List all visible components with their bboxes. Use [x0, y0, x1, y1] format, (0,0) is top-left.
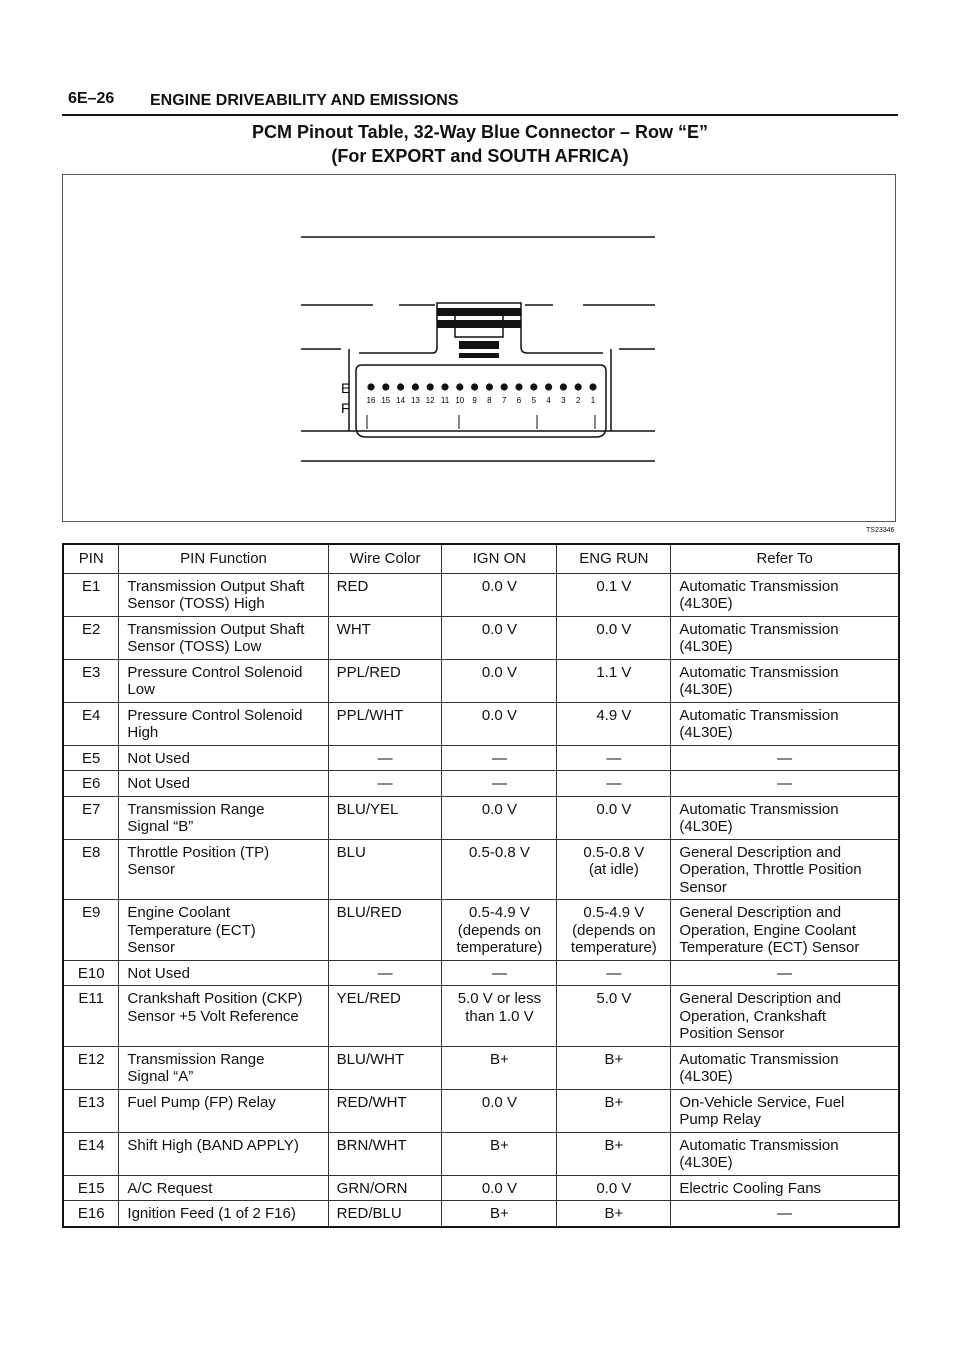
cell-eng-run: B+: [557, 1201, 671, 1227]
cell-wire-color: —: [328, 960, 442, 986]
cell-eng-run: 0.1 V: [557, 573, 671, 616]
pin-socket: [486, 383, 493, 390]
table-row: [63, 573, 899, 616]
cell-refer-to: General Description and Operation, Crankshaft Position Sensor: [671, 986, 899, 1047]
pin-number-label: 14: [396, 396, 406, 405]
cell-function: Not Used: [119, 745, 328, 771]
pin-socket: [501, 383, 508, 390]
pin-number-label: 4: [546, 396, 551, 405]
cell-refer-to: Automatic Transmission (4L30E): [671, 616, 899, 659]
cell-function: Not Used: [119, 960, 328, 986]
connector-figure: [62, 174, 896, 522]
cell-pin: E8: [63, 839, 119, 900]
cell-ign-on: 0.5-4.9 V (depends on temperature): [442, 900, 557, 961]
cell-function: A/C Request: [119, 1175, 328, 1201]
cell-eng-run: —: [557, 960, 671, 986]
cell-refer-to: —: [671, 960, 899, 986]
col-header-pin: PIN: [63, 544, 119, 573]
cell-wire-color: BLU/RED: [328, 900, 442, 961]
cell-ign-on: 0.0 V: [442, 1175, 557, 1201]
cell-ign-on: —: [442, 745, 557, 771]
figure-code: TS23346: [866, 527, 895, 534]
cell-pin: E9: [63, 900, 119, 961]
cell-pin: E2: [63, 616, 119, 659]
pin-number-label: 3: [561, 396, 566, 405]
pin-socket: [441, 383, 448, 390]
page-number: 6E–26: [68, 90, 115, 107]
cell-ign-on: 0.5-0.8 V: [442, 839, 557, 900]
cell-pin: E7: [63, 796, 119, 839]
cell-pin: E14: [63, 1132, 119, 1175]
cell-function: Not Used: [119, 771, 328, 797]
pin-number-label: 16: [366, 396, 376, 405]
cell-eng-run: B+: [557, 1046, 671, 1089]
cell-wire-color: RED/WHT: [328, 1089, 442, 1132]
col-header-function: PIN Function: [119, 544, 328, 573]
pin-number-label: 12: [425, 396, 435, 405]
cell-refer-to: Automatic Transmission (4L30E): [671, 659, 899, 702]
pin-socket: [530, 383, 537, 390]
table-row: [63, 960, 899, 986]
cell-refer-to: Automatic Transmission (4L30E): [671, 1046, 899, 1089]
pin-socket: [427, 383, 434, 390]
cell-pin: E16: [63, 1201, 119, 1227]
cell-ign-on: 5.0 V or less than 1.0 V: [442, 986, 557, 1047]
cell-wire-color: —: [328, 771, 442, 797]
cell-pin: E10: [63, 960, 119, 986]
cell-eng-run: 0.0 V: [557, 796, 671, 839]
cell-wire-color: —: [328, 745, 442, 771]
pin-socket: [397, 383, 404, 390]
cell-pin: E11: [63, 986, 119, 1047]
cell-eng-run: 4.9 V: [557, 702, 671, 745]
table-row: [63, 1046, 899, 1089]
cell-eng-run: —: [557, 745, 671, 771]
pin-socket: [575, 383, 582, 390]
cell-wire-color: PPL/RED: [328, 659, 442, 702]
pin-number-label: 9: [472, 396, 477, 405]
cell-function: Transmission Output Shaft Sensor (TOSS) High: [119, 573, 328, 616]
cell-refer-to: General Description and Operation, Throttle Position Sensor: [671, 839, 899, 900]
pin-number-label: 7: [501, 396, 507, 405]
pinout-table: [62, 543, 900, 1228]
pin-socket: [412, 383, 419, 390]
connector-diagram: [63, 175, 897, 523]
cell-refer-to: —: [671, 1201, 899, 1227]
cell-pin: E6: [63, 771, 119, 797]
cell-eng-run: B+: [557, 1089, 671, 1132]
cell-ign-on: B+: [442, 1132, 557, 1175]
pin-number-label: 11: [440, 396, 450, 405]
table-row: [63, 659, 899, 702]
cell-wire-color: BLU: [328, 839, 442, 900]
page-subtitle: (For EXPORT and SOUTH AFRICA): [331, 146, 629, 166]
latch-bar-3: [459, 341, 499, 349]
cell-pin: E5: [63, 745, 119, 771]
cell-refer-to: Automatic Transmission (4L30E): [671, 702, 899, 745]
cell-wire-color: BLU/WHT: [328, 1046, 442, 1089]
pin-number-label: 15: [381, 396, 391, 405]
table-row: [63, 1175, 899, 1201]
cell-eng-run: B+: [557, 1132, 671, 1175]
cell-ign-on: 0.0 V: [442, 702, 557, 745]
cell-eng-run: 0.0 V: [557, 1175, 671, 1201]
cell-pin: E4: [63, 702, 119, 745]
page-title: PCM Pinout Table, 32-Way Blue Connector – Row “E”: [251, 122, 709, 142]
cell-refer-to: General Description and Operation, Engine Coolant Temperature (ECT) Sensor: [671, 900, 899, 961]
pin-number-label: 13: [410, 396, 420, 405]
cell-refer-to: Electric Cooling Fans: [671, 1175, 899, 1201]
connector-face: [356, 365, 606, 437]
pin-number-label: 2: [575, 396, 581, 405]
cell-eng-run: 5.0 V: [557, 986, 671, 1047]
col-header-refer-to: Refer To: [671, 544, 899, 573]
cell-ign-on: 0.0 V: [442, 659, 557, 702]
pin-number-label: 6: [516, 396, 522, 405]
cell-wire-color: BRN/WHT: [328, 1132, 442, 1175]
pin-socket: [560, 383, 567, 390]
header-rule: [62, 114, 898, 116]
table-row: [63, 745, 899, 771]
table-row: [63, 1132, 899, 1175]
table-row: [63, 702, 899, 745]
cell-pin: E12: [63, 1046, 119, 1089]
pin-socket: [589, 383, 596, 390]
cell-wire-color: PPL/WHT: [328, 702, 442, 745]
table-row: [63, 986, 899, 1047]
pin-socket: [545, 383, 552, 390]
latch-bar-2: [437, 320, 521, 328]
table-row: [63, 771, 899, 797]
cell-function: Shift High (BAND APPLY): [119, 1132, 328, 1175]
cell-ign-on: 0.0 V: [442, 573, 557, 616]
cell-function: Engine Coolant Temperature (ECT) Sensor: [119, 900, 328, 961]
cell-function: Fuel Pump (FP) Relay: [119, 1089, 328, 1132]
pin-number-label: 10: [455, 396, 465, 405]
cell-refer-to: Automatic Transmission (4L30E): [671, 796, 899, 839]
latch-bar-4: [459, 353, 499, 358]
cell-function: Transmission Output Shaft Sensor (TOSS) Low: [119, 616, 328, 659]
cell-ign-on: 0.0 V: [442, 616, 557, 659]
cell-function: Pressure Control Solenoid Low: [119, 659, 328, 702]
cell-eng-run: 0.5-0.8 V (at idle): [557, 839, 671, 900]
cell-ign-on: —: [442, 960, 557, 986]
pin-number-label: 5: [531, 396, 537, 405]
cell-wire-color: YEL/RED: [328, 986, 442, 1047]
cell-function: Crankshaft Position (CKP) Sensor +5 Volt Reference: [119, 986, 328, 1047]
cell-refer-to: Automatic Transmission (4L30E): [671, 1132, 899, 1175]
cell-refer-to: Automatic Transmission (4L30E): [671, 573, 899, 616]
pin-number-label: 8: [487, 396, 492, 405]
cell-refer-to: —: [671, 771, 899, 797]
table-row: [63, 616, 899, 659]
row-label-f: F: [341, 400, 350, 416]
cell-wire-color: GRN/ORN: [328, 1175, 442, 1201]
cell-eng-run: 1.1 V: [557, 659, 671, 702]
cell-wire-color: WHT: [328, 616, 442, 659]
table-row: [63, 796, 899, 839]
cell-pin: E13: [63, 1089, 119, 1132]
cell-function: Throttle Position (TP) Sensor: [119, 839, 328, 900]
cell-ign-on: B+: [442, 1046, 557, 1089]
cell-wire-color: RED/BLU: [328, 1201, 442, 1227]
table-body: [63, 573, 899, 1227]
col-header-wire-color: Wire Color: [328, 544, 442, 573]
pin-socket: [382, 383, 389, 390]
pin-number-label: 1: [590, 396, 596, 405]
cell-eng-run: —: [557, 771, 671, 797]
table-row: [63, 1089, 899, 1132]
table-row: [63, 839, 899, 900]
cell-pin: E15: [63, 1175, 119, 1201]
cell-ign-on: —: [442, 771, 557, 797]
pin-socket: [456, 383, 463, 390]
cell-pin: E1: [63, 573, 119, 616]
pin-socket: [367, 383, 374, 390]
cell-function: Transmission Range Signal “B”: [119, 796, 328, 839]
cell-ign-on: 0.0 V: [442, 1089, 557, 1132]
table-row: [63, 900, 899, 961]
col-header-eng-run: ENG RUN: [557, 544, 671, 573]
cell-function: Pressure Control Solenoid High: [119, 702, 328, 745]
cell-eng-run: 0.5-4.9 V (depends on temperature): [557, 900, 671, 961]
pin-socket: [515, 383, 522, 390]
cell-refer-to: —: [671, 745, 899, 771]
cell-wire-color: RED: [328, 573, 442, 616]
cell-function: Ignition Feed (1 of 2 F16): [119, 1201, 328, 1227]
cell-function: Transmission Range Signal “A”: [119, 1046, 328, 1089]
row-label-e: E: [341, 380, 351, 396]
connector-side-walls: [349, 349, 611, 431]
cell-pin: E3: [63, 659, 119, 702]
cell-eng-run: 0.0 V: [557, 616, 671, 659]
table-header-row: [63, 544, 899, 573]
col-header-ign-on: IGN ON: [442, 544, 557, 573]
cell-refer-to: On-Vehicle Service, Fuel Pump Relay: [671, 1089, 899, 1132]
cell-wire-color: BLU/YEL: [328, 796, 442, 839]
table-row: [63, 1201, 899, 1227]
latch-bar-1: [437, 308, 521, 316]
cell-ign-on: 0.0 V: [442, 796, 557, 839]
cell-ign-on: B+: [442, 1201, 557, 1227]
section-title: ENGINE DRIVEABILITY AND EMISSIONS: [150, 92, 459, 109]
pin-socket: [471, 383, 478, 390]
